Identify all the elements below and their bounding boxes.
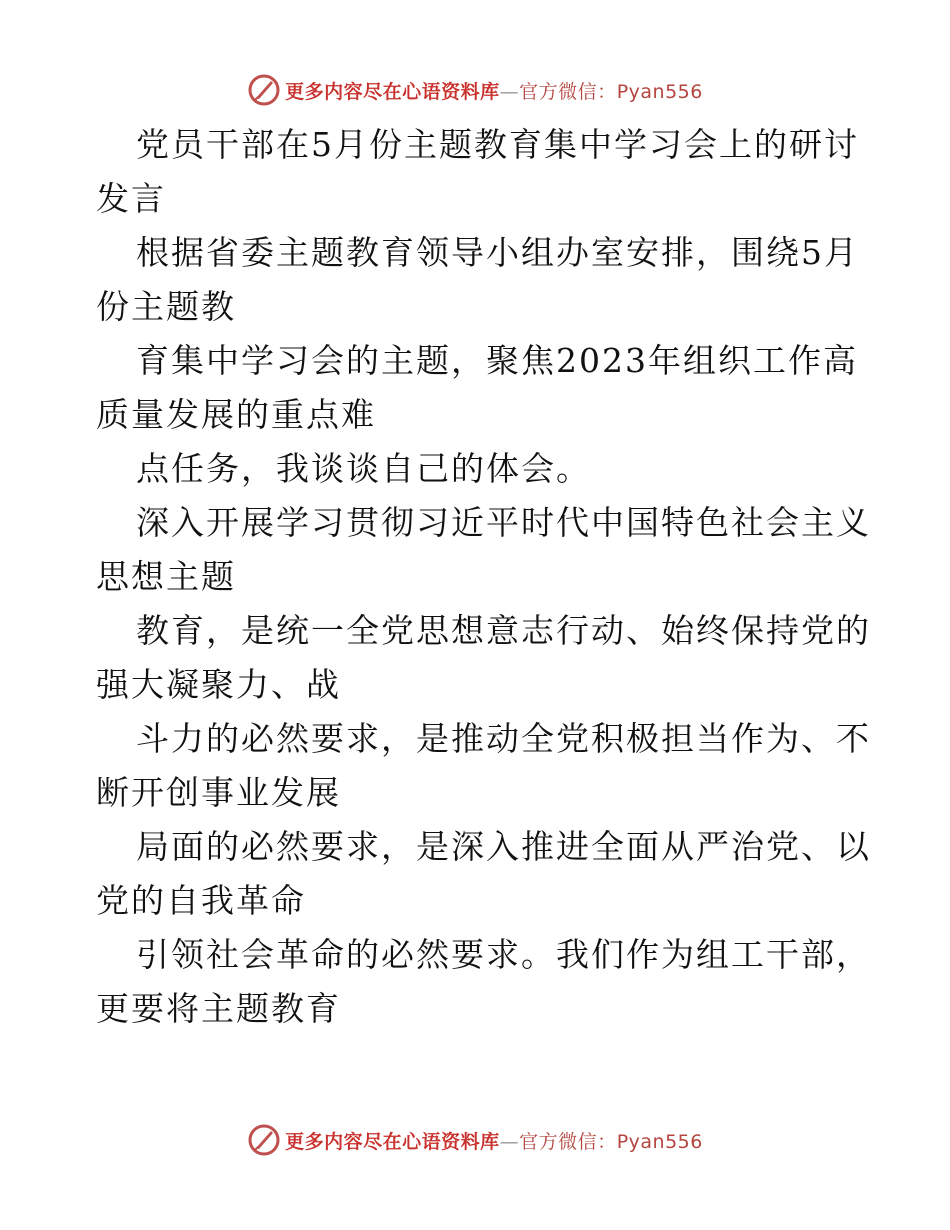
banner-dash: — [499, 1130, 520, 1153]
paragraph-line: 斗力的必然要求，是推动全党积极担当作为、不 [136, 719, 871, 758]
paragraph-line: 深入开展学习贯彻习近平时代中国特色社会主义 [136, 503, 871, 542]
paragraph-line: 引领社会革命的必然要求。我们作为组工干部， [136, 935, 871, 974]
paragraph-line: 根据省委主题教育领导小组办室安排，围绕5月 [136, 233, 859, 272]
banner-wechat-label: 官方微信： [519, 1130, 617, 1153]
document-body [96, 118, 871, 1036]
banner-wechat-id: Pyan556 [616, 1130, 703, 1153]
paragraph-line: 局面的必然要求，是深入推进全面从严治党、以 [136, 827, 871, 866]
banner-wechat-id: Pyan556 [616, 80, 703, 103]
feather-circle-logo-icon [247, 73, 281, 107]
paragraph-line: 教育，是统一全党思想意志行动、始终保持党的 [136, 611, 871, 650]
paragraph-line: 强大凝聚力、战 [96, 665, 341, 704]
footer-banner [0, 1120, 950, 1160]
banner-text [285, 77, 703, 104]
paragraph-line: 育集中学习会的主题，聚焦2023年组织工作高 [136, 341, 858, 380]
banner-dash: — [499, 80, 520, 103]
feather-circle-logo-icon [247, 1123, 281, 1157]
banner-site: 更多内容尽在心语资料库 [285, 1130, 500, 1153]
paragraph-line: 思想主题 [96, 557, 236, 596]
paragraph-line: 份主题教 [96, 287, 236, 326]
paragraph-line: 更要将主题教育 [96, 989, 341, 1028]
header-banner [0, 70, 950, 110]
paragraph-line: 党的自我革命 [96, 881, 306, 920]
paragraph-line: 质量发展的重点难 [96, 395, 376, 434]
title-line-2: 发言 [96, 179, 166, 218]
banner-text [285, 1127, 703, 1154]
paragraph-line: 断开创事业发展 [96, 773, 341, 812]
title-line-1: 党员干部在5月份主题教育集中学习会上的研讨 [136, 125, 859, 164]
banner-wechat-label: 官方微信： [519, 80, 617, 103]
banner-site: 更多内容尽在心语资料库 [285, 80, 500, 103]
paragraph-line: 点任务，我谈谈自己的体会。 [136, 449, 591, 488]
